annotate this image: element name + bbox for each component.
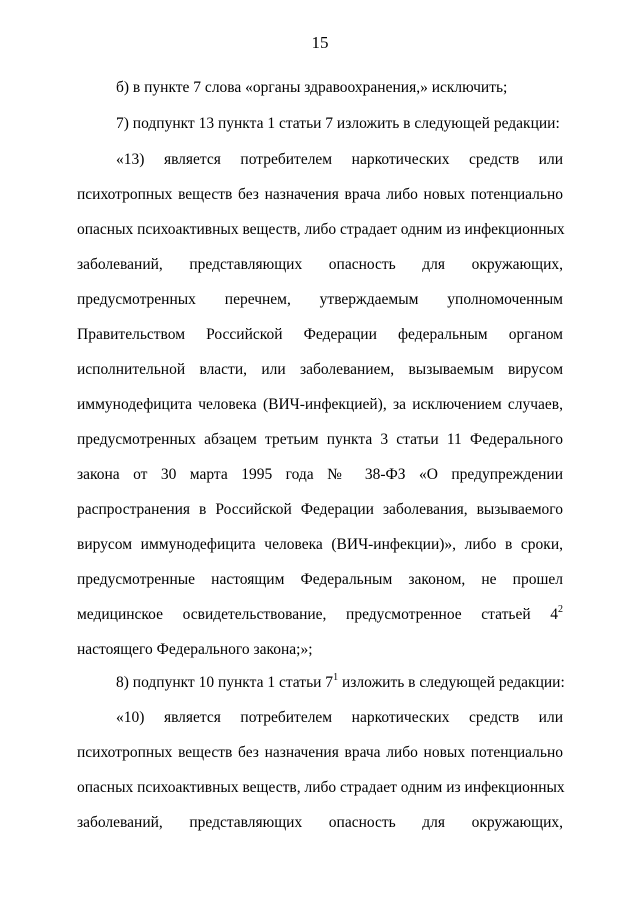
text-line: предусмотренные настоящим Федеральным законом, не прошел [77, 571, 563, 588]
text-line: заболеваний, представляющих опасность для окружающих, [77, 256, 563, 273]
text-line: б) в пункте 7 слова «органы здравоохранения,» исключить; [116, 79, 508, 96]
text-line: опасных психоактивных веществ, либо страдает одним из инфекционных [77, 779, 565, 796]
text-line: «13) является потребителем наркотических средств или [116, 151, 563, 168]
text-line: настоящего Федерального закона;»; [77, 641, 313, 658]
text-line: «10) является потребителем наркотических средств или [116, 709, 563, 726]
text-line: иммунодефицита человека (ВИЧ-инфекцией), за исключением случаев, [77, 396, 563, 413]
text-line: закона от 30 марта 1995 года № 38-ФЗ «О предупреждении [77, 466, 563, 483]
text-line: 7) подпункт 13 пункта 1 статьи 7 изложить в следующей редакции: [116, 115, 560, 132]
text-line: психотропных веществ без назначения врача либо новых потенциально [77, 186, 563, 203]
text-line: вирусом иммунодефицита человека (ВИЧ-инфекции)», либо в сроки, [77, 536, 563, 553]
page-number: 15 [311, 33, 329, 52]
superscript: 1 [333, 672, 339, 683]
text-line: Правительством Российской Федерации федеральным органом [77, 326, 563, 343]
superscript: 2 [558, 604, 563, 615]
text-line: заболеваний, представляющих опасность для окружающих, [77, 814, 563, 831]
text-line: опасных психоактивных веществ, либо страдает одним из инфекционных [77, 221, 565, 238]
text-line: медицинское освидетельствование, предусмотренное статьей $4^2$ [77, 604, 563, 623]
text-line: 8) подпункт 10 пункта 1 статьи $7^1$ изложить в следующей редакции: [116, 672, 565, 691]
text-line: предусмотренных абзацем третьим пункта 3 статьи 11 Федерального [77, 431, 563, 448]
text-line: психотропных веществ без назначения врача либо новых потенциально [77, 744, 563, 761]
text-line: исполнительной власти, или заболеванием, вызываемым вирусом [77, 361, 563, 378]
text-line: распространения в Российской Федерации заболевания, вызываемого [77, 501, 563, 518]
text-line: предусмотренных перечнем, утверждаемым уполномоченным [77, 291, 563, 308]
